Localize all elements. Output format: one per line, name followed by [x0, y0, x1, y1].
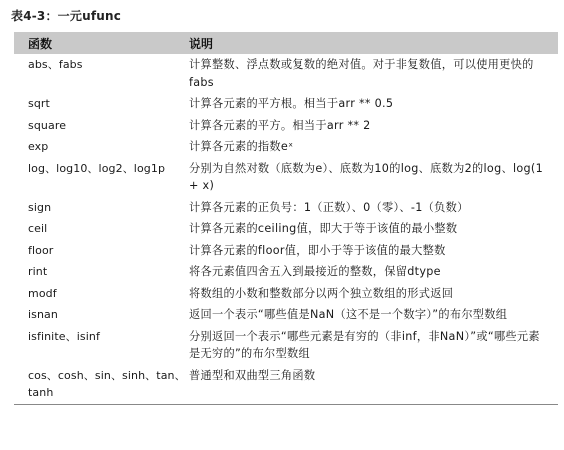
function-name: square	[28, 118, 67, 132]
table-row	[14, 54, 558, 93]
function-description: 计算整数、浮点数或复数的绝对值。对于非复数值，可以使用更快的fabs	[189, 58, 534, 89]
table-row	[14, 115, 558, 137]
function-name: rint	[28, 265, 48, 278]
function-name: exp	[28, 140, 49, 153]
header-function: 函数	[28, 36, 53, 51]
table-row	[14, 93, 558, 115]
function-description: 普通型和双曲型三角函数	[189, 368, 316, 382]
function-description: 将数组的小数和整数部分以两个独立数组的形式返回	[189, 286, 454, 300]
function-name: cos、cosh、sin、sinh、tan、tanh	[28, 368, 186, 399]
function-name: isnan	[28, 308, 58, 321]
table-caption: 表4-3：一元ufunc	[11, 9, 122, 23]
table-row	[14, 365, 558, 404]
function-description: 计算各元素的平方。相当于arr ** 2	[189, 118, 371, 132]
table-row	[14, 136, 558, 158]
function-description: 分别返回一个表示“哪些元素是有穷的（非inf，非NaN）”或“哪些元素是无穷的”的布尔型数组	[189, 329, 540, 360]
function-name: modf	[28, 286, 57, 300]
function-description: 将各元素值四舍五入到最接近的整数，保留dtype	[189, 265, 441, 278]
table-row	[14, 326, 558, 365]
function-description: 计算各元素的指数eˣ	[189, 140, 294, 153]
function-description: 返回一个表示“哪些值是NaN（这不是一个数字）”的布尔型数组	[189, 308, 508, 321]
ufunc-table	[14, 32, 558, 405]
function-description: 计算各元素的平方根。相当于arr ** 0.5	[189, 97, 394, 110]
function-name: log、log10、log2、log1p	[28, 161, 166, 175]
table-row	[14, 240, 558, 262]
function-description: 计算各元素的ceiling值，即大于等于该值的最小整数	[189, 222, 458, 235]
function-description: 计算各元素的floor值，即小于等于该值的最大整数	[189, 243, 446, 257]
function-description: 分别为自然对数（底数为e）、底数为10的log、底数为2的log、log(1 + x)	[189, 161, 543, 192]
table-header-row	[14, 32, 558, 54]
table-row	[14, 218, 558, 240]
table-row	[14, 261, 558, 283]
function-name: ceil	[28, 222, 48, 235]
header-description: 说明	[189, 36, 214, 51]
table-row	[14, 304, 558, 326]
function-description: 计算各元素的正负号：1（正数）、0（零）、-1（负数）	[189, 200, 469, 214]
table-row	[14, 283, 558, 305]
function-name: floor	[28, 243, 54, 257]
table-row	[14, 197, 558, 219]
function-name: isfinite、isinf	[28, 329, 100, 343]
function-name: sign	[28, 200, 52, 214]
function-name: abs、fabs	[28, 58, 83, 71]
table-row	[14, 158, 558, 197]
function-name: sqrt	[28, 97, 50, 110]
